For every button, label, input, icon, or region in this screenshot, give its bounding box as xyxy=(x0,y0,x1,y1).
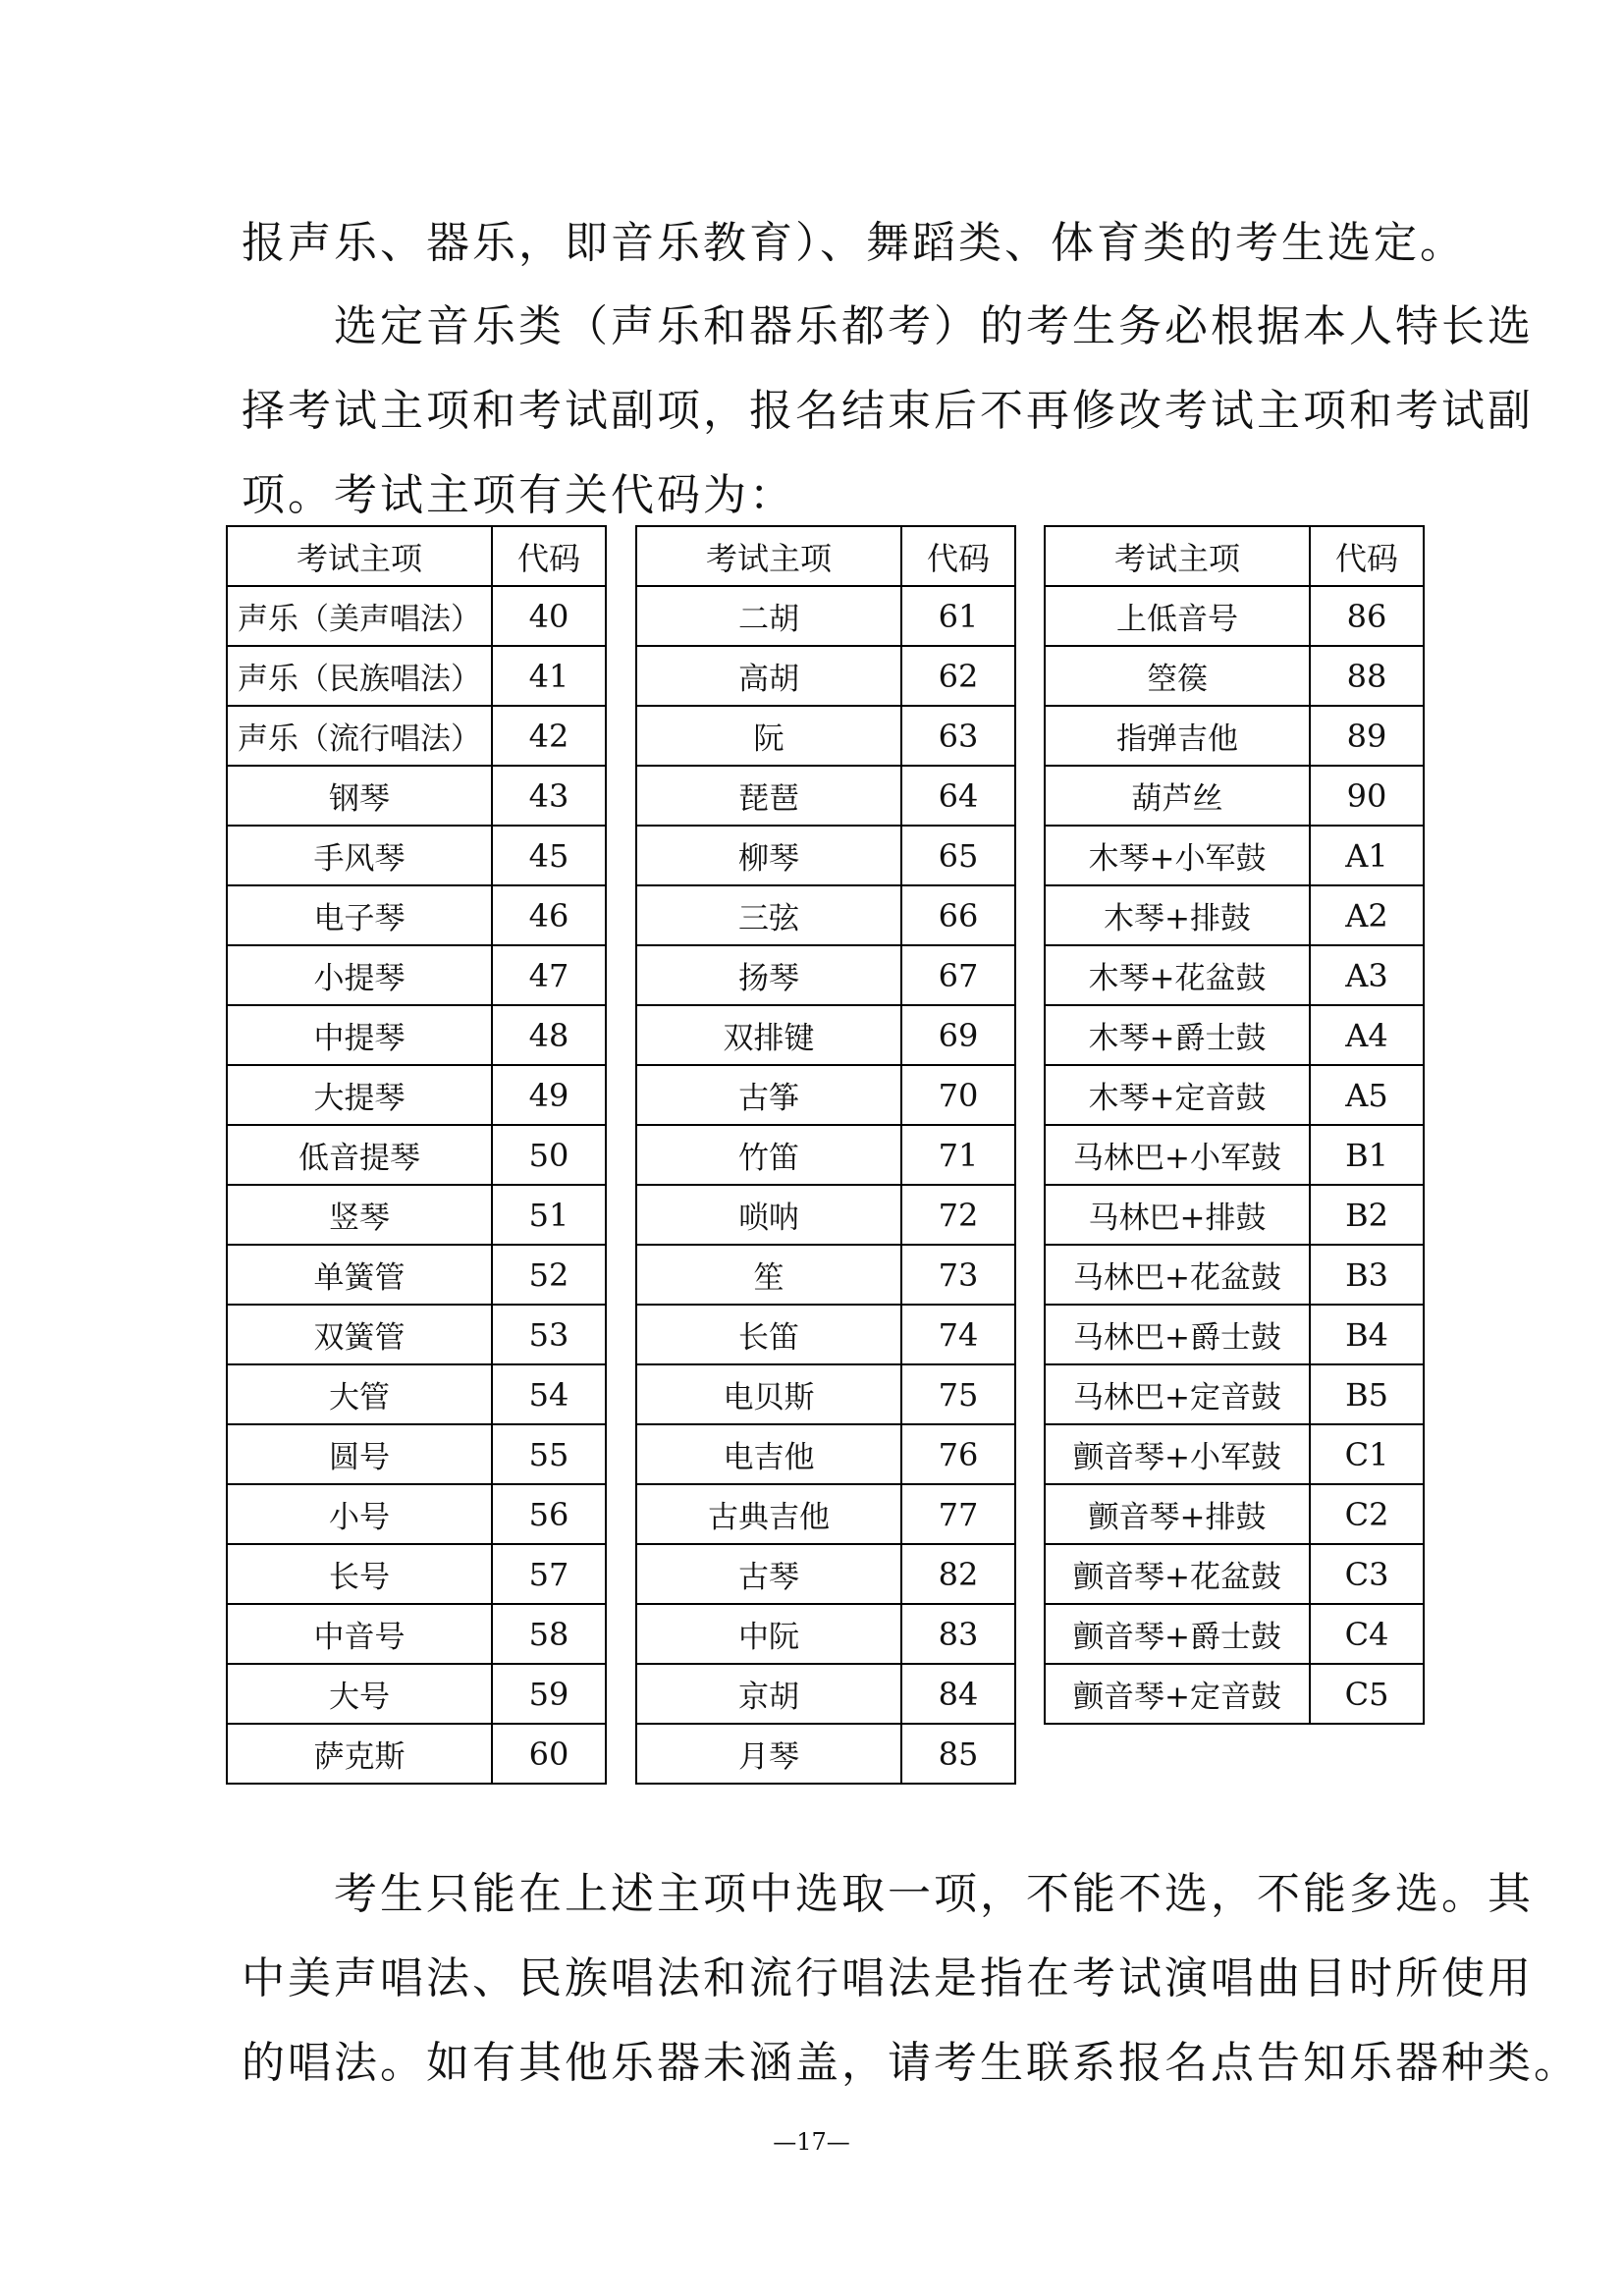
item-name-cell: 木琴+排鼓 xyxy=(1045,885,1310,945)
item-name-cell: 电贝斯 xyxy=(636,1364,901,1424)
item-name-cell: 颤音琴+爵士鼓 xyxy=(1045,1604,1310,1664)
code-cell: A3 xyxy=(1310,945,1424,1005)
code-cell: 64 xyxy=(901,766,1015,826)
code-cell: A1 xyxy=(1310,826,1424,885)
header-code: 代码 xyxy=(492,526,606,586)
table-row xyxy=(636,766,1015,826)
code-cell: 54 xyxy=(492,1364,606,1424)
table-row xyxy=(636,1305,1015,1364)
code-cell: 86 xyxy=(1310,586,1424,646)
intro-paragraph-continuation xyxy=(242,201,1466,286)
code-cell: A4 xyxy=(1310,1005,1424,1065)
table-row xyxy=(227,1364,606,1424)
table-row xyxy=(227,1544,606,1604)
table-row xyxy=(227,1664,606,1724)
table-header-row xyxy=(227,526,606,586)
item-name-cell: 唢呐 xyxy=(636,1185,901,1245)
code-cell: 59 xyxy=(492,1664,606,1724)
table-header-row xyxy=(636,526,1015,586)
item-name-cell: 木琴+花盆鼓 xyxy=(1045,945,1310,1005)
item-name-cell: 高胡 xyxy=(636,646,901,706)
code-cell: C2 xyxy=(1310,1484,1424,1544)
code-cell: B5 xyxy=(1310,1364,1424,1424)
table-row xyxy=(636,1125,1015,1185)
code-cell: 88 xyxy=(1310,646,1424,706)
item-name-cell: 月琴 xyxy=(636,1724,901,1784)
code-cell: 83 xyxy=(901,1604,1015,1664)
text-line: 选定音乐类（声乐和器乐都考）的考生务必根据本人特长选 xyxy=(242,301,1534,351)
header-item-name: 考试主项 xyxy=(636,526,901,586)
table-row xyxy=(227,646,606,706)
code-cell: B1 xyxy=(1310,1125,1424,1185)
item-name-cell: 颤音琴+花盆鼓 xyxy=(1045,1544,1310,1604)
table-row xyxy=(227,1005,606,1065)
table-row xyxy=(1045,766,1424,826)
table-row xyxy=(1045,1484,1424,1544)
item-name-cell: 大管 xyxy=(227,1364,492,1424)
item-name-cell: 指弹吉他 xyxy=(1045,706,1310,766)
table-row xyxy=(227,1125,606,1185)
item-name-cell: 萨克斯 xyxy=(227,1724,492,1784)
code-cell: 47 xyxy=(492,945,606,1005)
code-cell: 76 xyxy=(901,1424,1015,1484)
code-cell: 85 xyxy=(901,1724,1015,1784)
table-row xyxy=(1045,646,1424,706)
table-row xyxy=(636,1544,1015,1604)
header-code: 代码 xyxy=(901,526,1015,586)
code-cell: C5 xyxy=(1310,1664,1424,1724)
code-cell: 75 xyxy=(901,1364,1015,1424)
table-row xyxy=(227,706,606,766)
table-row xyxy=(1045,1604,1424,1664)
item-name-cell: 电子琴 xyxy=(227,885,492,945)
item-name-cell: 单簧管 xyxy=(227,1245,492,1305)
table-row xyxy=(636,646,1015,706)
item-name-cell: 双排键 xyxy=(636,1005,901,1065)
item-name-cell: 小号 xyxy=(227,1484,492,1544)
code-cell: 41 xyxy=(492,646,606,706)
code-cell: 89 xyxy=(1310,706,1424,766)
table-row xyxy=(636,1604,1015,1664)
code-cell: C4 xyxy=(1310,1604,1424,1664)
text-line: 考生只能在上述主项中选取一项，不能不选，不能多选。其 xyxy=(242,1869,1534,1919)
table-row xyxy=(636,1724,1015,1784)
code-cell: 74 xyxy=(901,1305,1015,1364)
text-line: 项。考试主项有关代码为： xyxy=(242,470,795,520)
table-row xyxy=(1045,1424,1424,1484)
code-cell: 71 xyxy=(901,1125,1015,1185)
code-table-brass-percussion xyxy=(1044,525,1425,1725)
table-row xyxy=(227,885,606,945)
table-row xyxy=(1045,1664,1424,1724)
table-row xyxy=(636,1185,1015,1245)
table-row xyxy=(227,1065,606,1125)
item-name-cell: 马林巴+爵士鼓 xyxy=(1045,1305,1310,1364)
table-row xyxy=(1045,1125,1424,1185)
code-cell: 84 xyxy=(901,1664,1015,1724)
item-name-cell: 长号 xyxy=(227,1544,492,1604)
code-cell: 50 xyxy=(492,1125,606,1185)
table-row xyxy=(1045,1245,1424,1305)
code-cell: A2 xyxy=(1310,885,1424,945)
table-row xyxy=(636,885,1015,945)
header-code: 代码 xyxy=(1310,526,1424,586)
code-cell: 51 xyxy=(492,1185,606,1245)
table-row xyxy=(227,1724,606,1784)
code-cell: 55 xyxy=(492,1424,606,1484)
table-row xyxy=(1045,1065,1424,1125)
code-cell: 53 xyxy=(492,1305,606,1364)
item-name-cell: 声乐（流行唱法） xyxy=(227,706,492,766)
item-name-cell: 中提琴 xyxy=(227,1005,492,1065)
item-name-cell: 上低音号 xyxy=(1045,586,1310,646)
code-cell: 45 xyxy=(492,826,606,885)
code-cell: 82 xyxy=(901,1544,1015,1604)
item-name-cell: 颤音琴+小军鼓 xyxy=(1045,1424,1310,1484)
item-name-cell: 颤音琴+定音鼓 xyxy=(1045,1664,1310,1724)
table-row xyxy=(636,1664,1015,1724)
item-name-cell: 双簧管 xyxy=(227,1305,492,1364)
table-row xyxy=(636,706,1015,766)
item-name-cell: 木琴+爵士鼓 xyxy=(1045,1005,1310,1065)
table-row xyxy=(1045,706,1424,766)
table-row xyxy=(1045,1544,1424,1604)
item-name-cell: 古琴 xyxy=(636,1544,901,1604)
selection-rules-paragraph xyxy=(242,1852,1580,2106)
item-name-cell: 木琴+定音鼓 xyxy=(1045,1065,1310,1125)
text-line: 的唱法。如有其他乐器未涵盖，请考生联系报名点告知乐器种类。 xyxy=(242,2038,1580,2088)
item-name-cell: 古典吉他 xyxy=(636,1484,901,1544)
table-row xyxy=(636,1245,1015,1305)
table-row xyxy=(636,1065,1015,1125)
item-name-cell: 钢琴 xyxy=(227,766,492,826)
header-item-name: 考试主项 xyxy=(227,526,492,586)
table-row xyxy=(227,766,606,826)
code-cell: B4 xyxy=(1310,1305,1424,1364)
item-name-cell: 手风琴 xyxy=(227,826,492,885)
code-cell: C1 xyxy=(1310,1424,1424,1484)
table-row xyxy=(1045,1305,1424,1364)
table-row xyxy=(1045,826,1424,885)
code-cell: 61 xyxy=(901,586,1015,646)
item-name-cell: 京胡 xyxy=(636,1664,901,1724)
table-row xyxy=(227,1185,606,1245)
item-name-cell: 扬琴 xyxy=(636,945,901,1005)
code-cell: A5 xyxy=(1310,1065,1424,1125)
code-cell: 73 xyxy=(901,1245,1015,1305)
code-cell: 57 xyxy=(492,1544,606,1604)
table-row xyxy=(227,1305,606,1364)
code-cell: 65 xyxy=(901,826,1015,885)
table-row xyxy=(227,945,606,1005)
text-line: 中美声唱法、民族唱法和流行唱法是指在考试演唱曲目时所使用 xyxy=(242,1953,1534,2003)
table-row xyxy=(1045,586,1424,646)
text-line: 择考试主项和考试副项，报名结束后不再修改考试主项和考试副 xyxy=(242,386,1534,436)
item-name-cell: 柳琴 xyxy=(636,826,901,885)
code-cell: 42 xyxy=(492,706,606,766)
code-cell: 56 xyxy=(492,1484,606,1544)
table-row xyxy=(636,945,1015,1005)
code-cell: 63 xyxy=(901,706,1015,766)
item-name-cell: 小提琴 xyxy=(227,945,492,1005)
code-cell: C3 xyxy=(1310,1544,1424,1604)
header-item-name: 考试主项 xyxy=(1045,526,1310,586)
item-name-cell: 二胡 xyxy=(636,586,901,646)
page-number: —17— xyxy=(773,2128,850,2156)
item-name-cell: 长笛 xyxy=(636,1305,901,1364)
code-table-chinese-instruments xyxy=(635,525,1016,1785)
item-name-cell: 琵琶 xyxy=(636,766,901,826)
table-row xyxy=(636,586,1015,646)
code-cell: 49 xyxy=(492,1065,606,1125)
item-name-cell: 大号 xyxy=(227,1664,492,1724)
table-row xyxy=(636,826,1015,885)
item-name-cell: 三弦 xyxy=(636,885,901,945)
code-cell: 52 xyxy=(492,1245,606,1305)
item-name-cell: 笙 xyxy=(636,1245,901,1305)
item-name-cell: 中阮 xyxy=(636,1604,901,1664)
code-cell: 60 xyxy=(492,1724,606,1784)
item-name-cell: 马林巴+排鼓 xyxy=(1045,1185,1310,1245)
item-name-cell: 马林巴+小军鼓 xyxy=(1045,1125,1310,1185)
code-cell: 67 xyxy=(901,945,1015,1005)
item-name-cell: 葫芦丝 xyxy=(1045,766,1310,826)
item-name-cell: 声乐（民族唱法） xyxy=(227,646,492,706)
table-row xyxy=(636,1424,1015,1484)
item-name-cell: 电吉他 xyxy=(636,1424,901,1484)
item-name-cell: 马林巴+花盆鼓 xyxy=(1045,1245,1310,1305)
code-cell: 70 xyxy=(901,1065,1015,1125)
item-name-cell: 古筝 xyxy=(636,1065,901,1125)
table-row xyxy=(1045,1185,1424,1245)
item-name-cell: 颤音琴+排鼓 xyxy=(1045,1484,1310,1544)
table-header-row xyxy=(1045,526,1424,586)
table-row xyxy=(1045,1364,1424,1424)
table-row xyxy=(1045,945,1424,1005)
item-name-cell: 阮 xyxy=(636,706,901,766)
table-row xyxy=(227,586,606,646)
code-cell: 43 xyxy=(492,766,606,826)
code-cell: 46 xyxy=(492,885,606,945)
item-name-cell: 大提琴 xyxy=(227,1065,492,1125)
code-cell: 48 xyxy=(492,1005,606,1065)
table-row xyxy=(636,1484,1015,1544)
code-cell: B3 xyxy=(1310,1245,1424,1305)
item-name-cell: 声乐（美声唱法） xyxy=(227,586,492,646)
code-cell: 40 xyxy=(492,586,606,646)
table-row xyxy=(227,1424,606,1484)
table-row xyxy=(227,826,606,885)
table-row xyxy=(636,1005,1015,1065)
code-cell: 72 xyxy=(901,1185,1015,1245)
code-table-vocal-western xyxy=(226,525,607,1785)
item-name-cell: 箜篌 xyxy=(1045,646,1310,706)
code-cell: 69 xyxy=(901,1005,1015,1065)
item-name-cell: 木琴+小军鼓 xyxy=(1045,826,1310,885)
table-row xyxy=(1045,1005,1424,1065)
code-cell: 62 xyxy=(901,646,1015,706)
code-cell: 66 xyxy=(901,885,1015,945)
table-row xyxy=(636,1364,1015,1424)
table-row xyxy=(227,1604,606,1664)
table-row xyxy=(1045,885,1424,945)
code-cell: 58 xyxy=(492,1604,606,1664)
code-cell: B2 xyxy=(1310,1185,1424,1245)
item-name-cell: 竹笛 xyxy=(636,1125,901,1185)
item-name-cell: 中音号 xyxy=(227,1604,492,1664)
item-name-cell: 竖琴 xyxy=(227,1185,492,1245)
code-cell: 77 xyxy=(901,1484,1015,1544)
table-row xyxy=(227,1484,606,1544)
item-name-cell: 低音提琴 xyxy=(227,1125,492,1185)
item-name-cell: 马林巴+定音鼓 xyxy=(1045,1364,1310,1424)
selection-instructions-paragraph xyxy=(242,285,1534,538)
text-line: 报声乐、器乐，即音乐教育）、舞蹈类、体育类的考生选定。 xyxy=(242,218,1466,268)
table-row xyxy=(227,1245,606,1305)
item-name-cell: 圆号 xyxy=(227,1424,492,1484)
code-cell: 90 xyxy=(1310,766,1424,826)
